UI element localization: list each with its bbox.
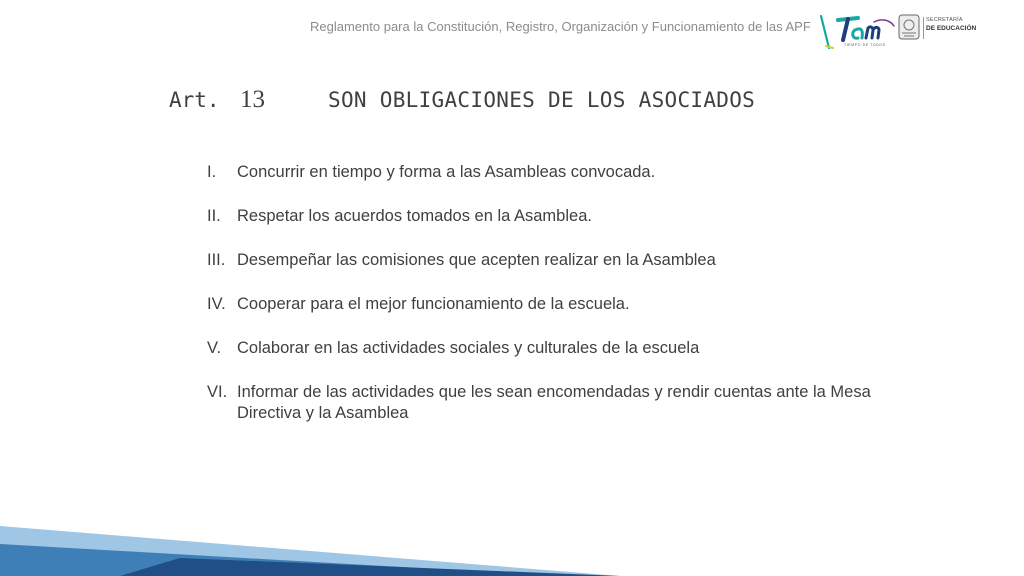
obligation-text: Cooperar para el mejor funcionamiento de la escuela. [237, 295, 630, 313]
obligation-text: Desempeñar las comisiones que acepten realizar en la Asamblea [237, 251, 716, 269]
obligation-numeral: V. [207, 339, 222, 357]
decorative-bottom-band [0, 520, 620, 576]
logo-divider [923, 17, 924, 39]
obligations-list [200, 162, 880, 447]
article-label: Art. [169, 88, 220, 112]
obligation-numeral: IV. [207, 295, 226, 313]
obligation-numeral: III. [207, 251, 226, 269]
reglamento-header: Reglamento para la Constitución, Registro, Organización y Funcionamiento de las APF [310, 19, 811, 34]
logos-group [818, 10, 978, 54]
obligation-numeral: II. [207, 207, 221, 225]
state-seal-icon [898, 14, 920, 40]
obligation-text: Respetar los acuerdos tomados en la Asamblea. [237, 207, 592, 225]
tam-logo-icon [818, 10, 898, 54]
obligation-text: Colaborar en las actividades sociales y culturales de la escuela [237, 339, 700, 357]
secretaria-line2: DE EDUCACIÓN [926, 24, 977, 32]
obligation-numeral: I. [207, 163, 217, 181]
obligation-item [200, 206, 880, 227]
secretaria-name [926, 18, 976, 32]
tam-tagline: TIEMPO DE TODOS [844, 43, 886, 47]
article-heading: SON OBLIGACIONES DE LOS ASOCIADOS [328, 88, 756, 112]
obligation-item [200, 294, 880, 315]
obligation-text: Concurrir en tiempo y forma a las Asambleas convocada. [237, 163, 656, 181]
obligation-item [200, 162, 880, 183]
secretaria-line1: SECRETARÍA [926, 17, 963, 23]
obligation-item [200, 338, 880, 359]
obligation-text: Informar de las actividades que les sean encomendadas y rendir cuentas ante la Mesa Directiva y la Asamblea [237, 383, 871, 422]
obligation-numeral: VI. [207, 383, 228, 401]
obligation-item [200, 382, 880, 424]
article-number: 13 [240, 86, 265, 113]
obligation-item [200, 250, 880, 271]
